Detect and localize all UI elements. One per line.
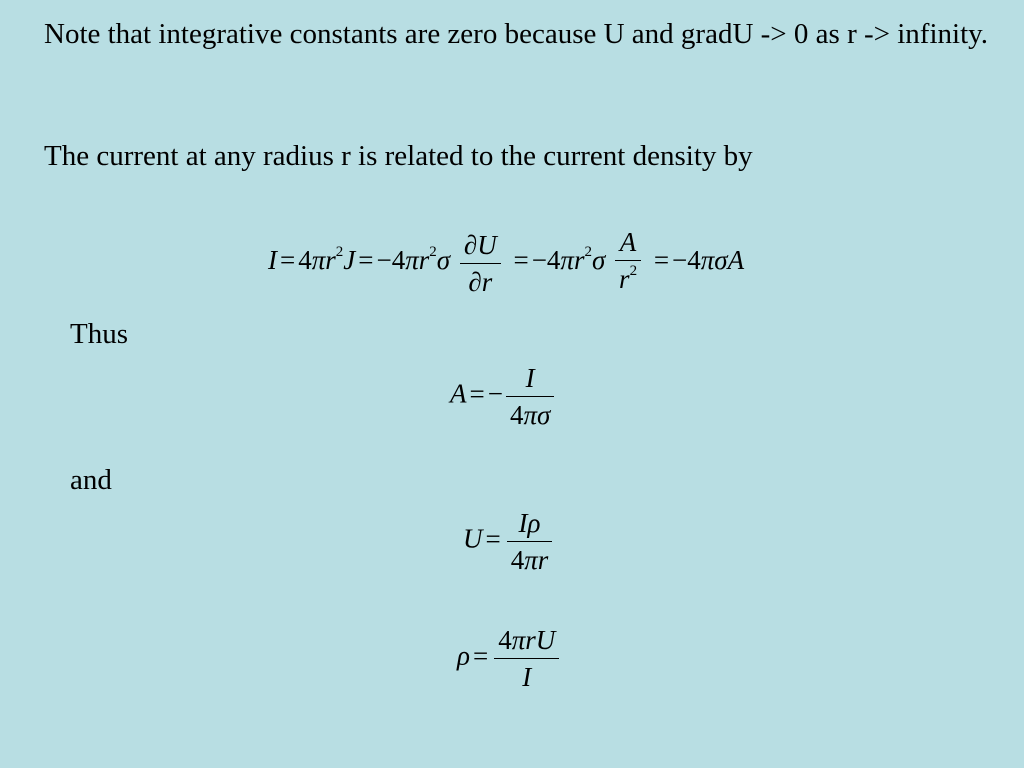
potential-equation: U = $\frac{I\rho}{4\pi r}$ bbox=[463, 505, 555, 578]
current-paragraph: The current at any radius r is related to the current density by bbox=[44, 140, 753, 172]
thus-label: Thus bbox=[70, 318, 128, 350]
resistivity-equation: ρ = $\frac{\text{4πrU}}{I}$ bbox=[457, 622, 562, 695]
note-paragraph: Note that integrative constants are zero because U and gradU -> 0 as r -> infinity. bbox=[44, 18, 988, 50]
and-label: and bbox=[70, 464, 112, 496]
current-density-equation: $I = 4\pi r^2J = -4\pi r^2\sigma$ $\frac{\partial U}{\partial r}$ = $-4\pi r^2\sigma$ $\frac{A}{r^2}$ = −4πσA bbox=[268, 224, 744, 302]
a-solution-equation: A = − $\frac{I}{4\pi\sigma}$ bbox=[450, 360, 557, 433]
